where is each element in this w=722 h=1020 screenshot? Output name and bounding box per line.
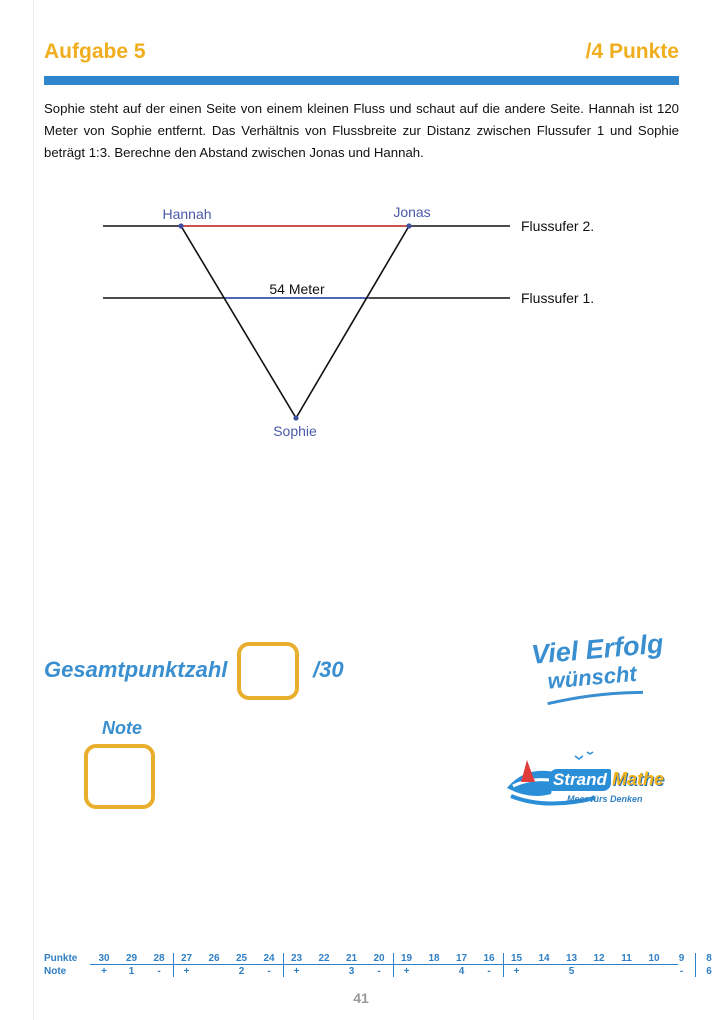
grade-cell: 1 — [128, 966, 135, 977]
grade-cell: - — [377, 966, 381, 977]
grade-box[interactable] — [84, 744, 155, 809]
grade-cell: 4 — [458, 966, 465, 977]
total-score-label: Gesamtpunktzahl — [44, 657, 228, 682]
logo-tagline: Meer fürs Denken — [567, 794, 643, 804]
task-points: /4 Punkte — [585, 40, 679, 63]
header-bar — [44, 76, 679, 85]
grade-cell: + — [403, 966, 410, 977]
points-cell: 10 — [648, 953, 660, 964]
scale-divider — [90, 964, 678, 965]
grade-separator — [503, 953, 504, 977]
hannah-point — [178, 223, 183, 228]
points-cell: 27 — [180, 953, 193, 964]
grading-scale — [44, 951, 712, 981]
bank-2-label: Flussufer 2. — [521, 218, 595, 234]
good-luck-badge — [530, 629, 666, 710]
points-row-label: Punkte — [44, 953, 78, 964]
hannah-sophie-line — [181, 226, 296, 418]
grade-cell: - — [679, 966, 684, 977]
sophie-point — [293, 415, 298, 420]
task-title: Aufgabe 5 — [44, 40, 146, 63]
page-number: 41 — [353, 990, 369, 1006]
grade-separator — [283, 953, 284, 977]
grade-cell: + — [293, 966, 300, 977]
grade-cell: 6 — [706, 966, 712, 977]
river-diagram — [90, 195, 650, 455]
grade-cell: + — [513, 966, 520, 977]
points-cell: 15 — [510, 953, 523, 964]
points-cell: 29 — [125, 953, 138, 964]
points-cell: 13 — [565, 953, 578, 964]
points-cell: 30 — [98, 953, 110, 964]
points-cell: 22 — [318, 953, 330, 964]
points-cell: 18 — [428, 953, 440, 964]
grade-label: Note — [102, 718, 142, 738]
good-luck-line2: wünscht — [546, 660, 638, 694]
hannah-label: Hannah — [162, 206, 212, 222]
task-text: Sophie steht auf der einen Seite von einem kleinen Fluss und schaut auf die andere Seite. Hannah ist 120 Meter von Sophie entfernt. Das Verhältnis von Flussbreite zur Distanz zwischen Flussufer 1 und Sophie beträgt 1:3. Berechne den Abstand zwischen Jonas und Hannah. — [44, 101, 679, 160]
total-score-box[interactable] — [237, 642, 299, 700]
points-cell: 24 — [263, 953, 275, 964]
points-cell: 28 — [153, 953, 165, 964]
grade-cell: - — [157, 966, 161, 977]
points-cell: 16 — [483, 953, 495, 964]
points-cell: 17 — [455, 953, 468, 964]
grade-cell: + — [101, 966, 107, 977]
points-cell: 21 — [345, 953, 358, 964]
width-label: 54 Meter — [269, 281, 325, 297]
grade-cell: - — [487, 966, 491, 977]
jonas-sophie-line — [296, 226, 409, 418]
points-cell: 8 — [706, 953, 712, 964]
grade-separator — [695, 953, 696, 977]
sophie-label: Sophie — [273, 423, 317, 439]
points-cell: 25 — [235, 953, 248, 964]
grade-cell: 5 — [568, 966, 575, 977]
logo-strand: Strand — [549, 769, 611, 791]
grade-separator — [393, 953, 394, 977]
strandmathe-logo — [505, 748, 685, 818]
grade-separator — [173, 953, 174, 977]
task-header — [44, 40, 679, 70]
points-cell: 14 — [538, 953, 550, 964]
grade-cell: 2 — [238, 966, 245, 977]
points-cell: 12 — [593, 953, 605, 964]
max-score: /30 — [313, 657, 344, 682]
grade-cell: - — [267, 966, 271, 977]
jonas-point — [406, 223, 411, 228]
points-cell: 26 — [208, 953, 220, 964]
points-cell: 19 — [400, 953, 413, 964]
points-cell: 9 — [678, 953, 685, 964]
margin-line — [33, 0, 34, 1020]
points-cell: 23 — [290, 953, 303, 964]
grade-cell: + — [183, 966, 190, 977]
grade-row-label: Note — [44, 966, 67, 977]
points-cell: 11 — [621, 953, 632, 964]
points-cell: 20 — [373, 953, 385, 964]
good-luck-line1: Viel Erfolg — [530, 628, 665, 670]
bank-1-label: Flussufer 1. — [521, 290, 595, 306]
grade-cell: 3 — [348, 966, 355, 977]
logo-mathe: Mathe — [612, 769, 665, 789]
jonas-label: Jonas — [393, 204, 431, 220]
